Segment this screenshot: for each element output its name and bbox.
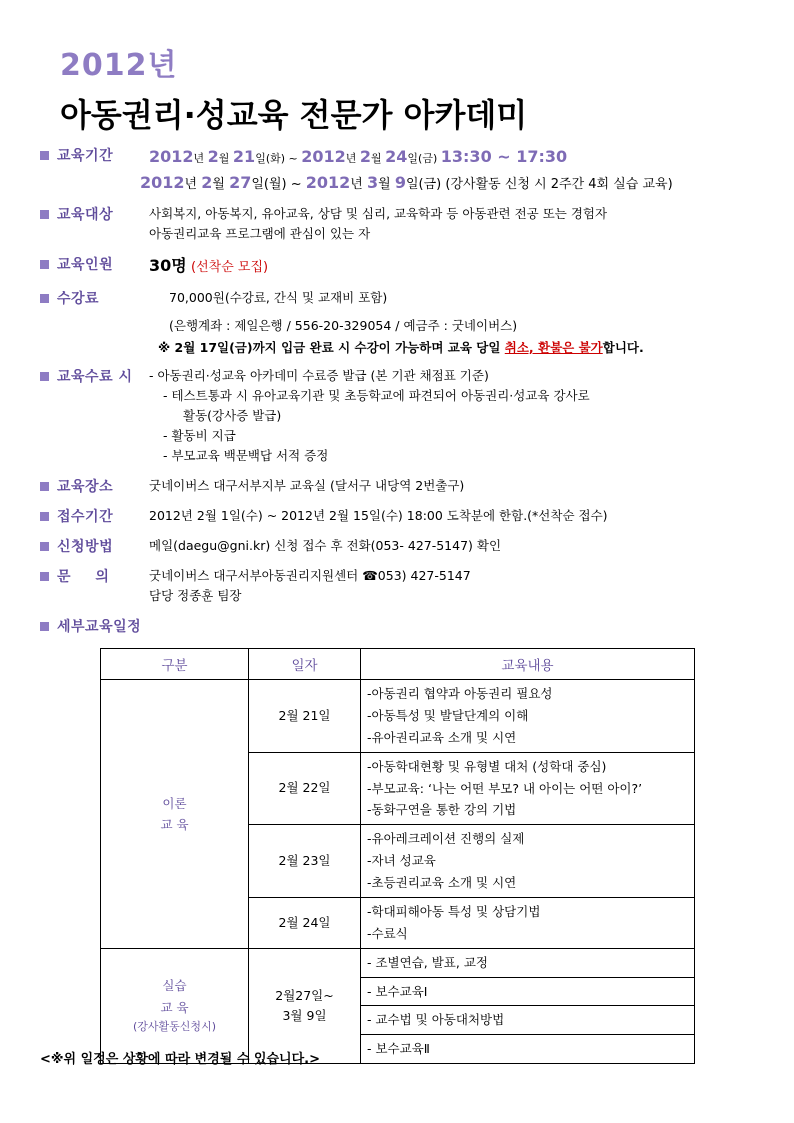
section-fee — [40, 288, 754, 336]
period2-day2: 9 — [394, 173, 406, 192]
section-label-inquiry: 문 의 — [57, 568, 119, 585]
section-label-period: 교육기간 — [57, 148, 114, 164]
category-practice-line3: (강사활동신청시) — [133, 1019, 216, 1033]
period2-month2: 3 — [367, 173, 379, 192]
content-line: -아동특성 및 발달단계의 이해 — [367, 707, 529, 723]
period-t3: 일(화) ~ — [255, 152, 302, 165]
period-t5: 월 — [371, 152, 386, 165]
section-label-application-period: 접수기간 — [57, 508, 114, 525]
section-capacity — [40, 254, 754, 278]
period-t4: 년 — [345, 152, 360, 165]
period-year1: 2012 — [149, 147, 194, 166]
content-cell: - 교수법 및 아동대처방법 — [361, 1006, 695, 1035]
document-body — [40, 145, 754, 638]
target-line1: 사회복지, 아동복지, 유아교육, 상담 및 심리, 교육학과 등 아동관련 전공 또는 경험자 — [149, 205, 608, 221]
section-label-capacity: 교육인원 — [57, 256, 114, 273]
bullet-icon — [40, 512, 49, 521]
period-t2: 월 — [218, 152, 233, 165]
category-practice-line2: 교 육 — [160, 999, 189, 1015]
period2-t4: 년 — [350, 177, 367, 192]
schedule-table — [100, 648, 695, 1064]
period2-t3: 일(월) ~ — [251, 177, 306, 192]
period-t1: 년 — [193, 152, 208, 165]
period-day1: 21 — [232, 147, 256, 166]
content-cell — [361, 897, 695, 948]
capacity-value: 30명 — [149, 255, 187, 275]
period2-t1: 년 — [184, 177, 202, 192]
period-day2: 24 — [385, 147, 408, 166]
section-content-fee — [149, 288, 754, 336]
completion-item-4: - 부모교육 백문백답 서적 증정 — [163, 447, 329, 463]
content-cell — [361, 752, 695, 825]
period-time: 13:30 ~ 17:30 — [440, 147, 568, 166]
date-line2: 3월 9일 — [282, 1007, 327, 1023]
content-cell — [361, 680, 695, 753]
section-period-line2 — [140, 171, 754, 196]
fee-warning-pre: ※ 2월 17일(금)까지 입금 완료 시 수강이 가능하며 교육 당일 — [158, 339, 505, 355]
fee-line1: 70,000원(수강료, 간식 및 교재비 포함) — [169, 289, 388, 305]
period2-t5: 월 — [378, 177, 395, 192]
inquiry-line1: 굿네이버스 대구서부아동권리지원센터 ☎053) 427-5147 — [149, 567, 471, 583]
content-line: -아동권리 협약과 아동권리 필요성 — [367, 686, 553, 701]
category-theory — [101, 680, 249, 949]
content-line: -동화구연을 통한 강의 기법 — [367, 802, 517, 818]
bullet-icon — [40, 294, 49, 303]
section-inquiry — [40, 566, 754, 606]
section-content-how-to-apply: 메일(daegu@gni.kr) 신청 접수 후 전화(053- 427-5147) 확인 — [149, 537, 502, 553]
section-content-target — [149, 204, 754, 244]
period2-note: (강사활동 신청 시 2주간 4회 실습 교육) — [445, 177, 673, 192]
period-t6: 일(금) — [407, 152, 441, 165]
bullet-icon — [40, 151, 49, 160]
section-place — [40, 476, 754, 496]
section-label-schedule: 세부교육일정 — [57, 618, 142, 635]
date-cell: 2월 23일 — [249, 825, 361, 898]
section-label-completion: 교육수료 시 — [57, 368, 133, 385]
completion-item-0: - 아동권리·성교육 아카데미 수료증 발급 (본 기관 채점표 기준) — [149, 367, 489, 383]
table-header-content: 교육내용 — [361, 649, 695, 680]
content-cell: - 보수교육Ⅰ — [361, 977, 695, 1006]
fee-warning — [158, 338, 754, 358]
period-month2: 2 — [359, 147, 372, 166]
category-theory-line1: 이론 — [162, 795, 187, 811]
date-cell: 2월 22일 — [249, 752, 361, 825]
date-cell: 2월 21일 — [249, 680, 361, 753]
date-cell: 2월 24일 — [249, 897, 361, 948]
category-theory-line2: 교 육 — [160, 816, 189, 832]
bullet-icon — [40, 572, 49, 581]
section-label-target: 교육대상 — [57, 206, 114, 223]
period2-year1: 2012 — [140, 173, 185, 192]
content-line: -아동학대현황 및 유형별 대처 (성학대 중심) — [367, 758, 607, 774]
category-practice-line1: 실습 — [162, 978, 187, 994]
bullet-icon — [40, 260, 49, 269]
section-label-fee: 수강료 — [57, 290, 100, 307]
section-label-place: 교육장소 — [57, 478, 114, 495]
section-content-period — [149, 145, 754, 169]
section-label-how-to-apply: 신청방법 — [57, 538, 114, 555]
period2-t2: 월 — [212, 177, 230, 192]
bullet-icon — [40, 210, 49, 219]
content-line: -초등권리교육 소개 및 시연 — [367, 875, 517, 890]
inquiry-line2: 담당 정종훈 팀장 — [149, 587, 242, 603]
content-cell — [361, 825, 695, 898]
target-line2: 아동권리교육 프로그램에 관심이 있는 자 — [149, 225, 371, 241]
period-year2: 2012 — [301, 147, 346, 166]
period2-t6: 일(금) — [405, 177, 446, 192]
fee-line2: (은행계좌 : 제일은행 / 556-20-329054 / 예금주 : 굿네이버스) — [169, 317, 518, 333]
period2-day1: 27 — [229, 173, 252, 192]
page-title-main: 아동권리·성교육 전문가 아카데미 — [60, 96, 528, 134]
period-month1: 2 — [207, 147, 219, 166]
footnote: <※위 일정은 상황에 따라 변경될 수 있습니다.> — [40, 1052, 321, 1067]
section-content-application-period: 2012년 2월 1일(수) ~ 2012년 2월 15일(수) 18:00 도착분에 한함.(*선착순 접수) — [149, 507, 608, 523]
capacity-note: (선착순 모집) — [191, 259, 269, 275]
section-completion — [40, 366, 754, 466]
completion-item-2: 활동(강사증 발급) — [183, 407, 282, 423]
section-schedule-heading — [40, 616, 754, 636]
section-application-period — [40, 506, 754, 526]
content-line: -유아권리교육 소개 및 시연 — [367, 729, 517, 745]
content-line: -유아레크레이션 진행의 실제 — [367, 831, 525, 847]
table-header-row — [101, 649, 695, 680]
section-content-capacity — [149, 254, 754, 278]
completion-item-1: - 테스트통과 시 유아교육기관 및 초등학교에 파견되어 아동권리·성교육 강사로 — [163, 387, 590, 403]
content-line: -자녀 성교육 — [367, 853, 436, 869]
section-how-to-apply — [40, 536, 754, 556]
content-line: -학대피해아동 특성 및 상담기법 — [367, 903, 541, 919]
bullet-icon — [40, 482, 49, 491]
category-practice — [101, 948, 249, 1064]
section-content-inquiry — [149, 566, 754, 606]
bullet-icon — [40, 542, 49, 551]
bullet-icon — [40, 372, 49, 381]
schedule-table-wrap — [100, 648, 694, 1064]
page-title-year: 2012년 — [60, 48, 178, 83]
table-row — [101, 680, 695, 753]
section-period — [40, 145, 754, 169]
completion-item-3: - 활동비 지급 — [163, 427, 236, 443]
period2-year2: 2012 — [305, 173, 351, 192]
bullet-icon — [40, 622, 49, 631]
table-row — [101, 948, 695, 977]
content-line: -수료식 — [367, 925, 408, 941]
section-target — [40, 204, 754, 244]
fee-warning-highlight: 취소, 환불은 불가 — [504, 339, 603, 355]
section-content-completion — [149, 366, 754, 466]
content-line: -부모교육: ‘나는 어떤 부모? 내 아이는 어떤 아이?’ — [367, 780, 643, 796]
period2-month1: 2 — [201, 173, 213, 192]
date-cell-practice — [249, 948, 361, 1064]
fee-warning-post: 합니다. — [602, 339, 644, 355]
content-cell: - 조별연습, 발표, 교정 — [361, 948, 695, 977]
table-header-date: 일자 — [249, 649, 361, 680]
section-content-place: 굿네이버스 대구서부지부 교육실 (달서구 내당역 2번출구) — [149, 477, 465, 493]
content-cell: - 보수교육Ⅱ — [361, 1035, 695, 1064]
date-line1: 2월27일~ — [275, 987, 334, 1003]
table-header-category: 구분 — [101, 649, 249, 680]
